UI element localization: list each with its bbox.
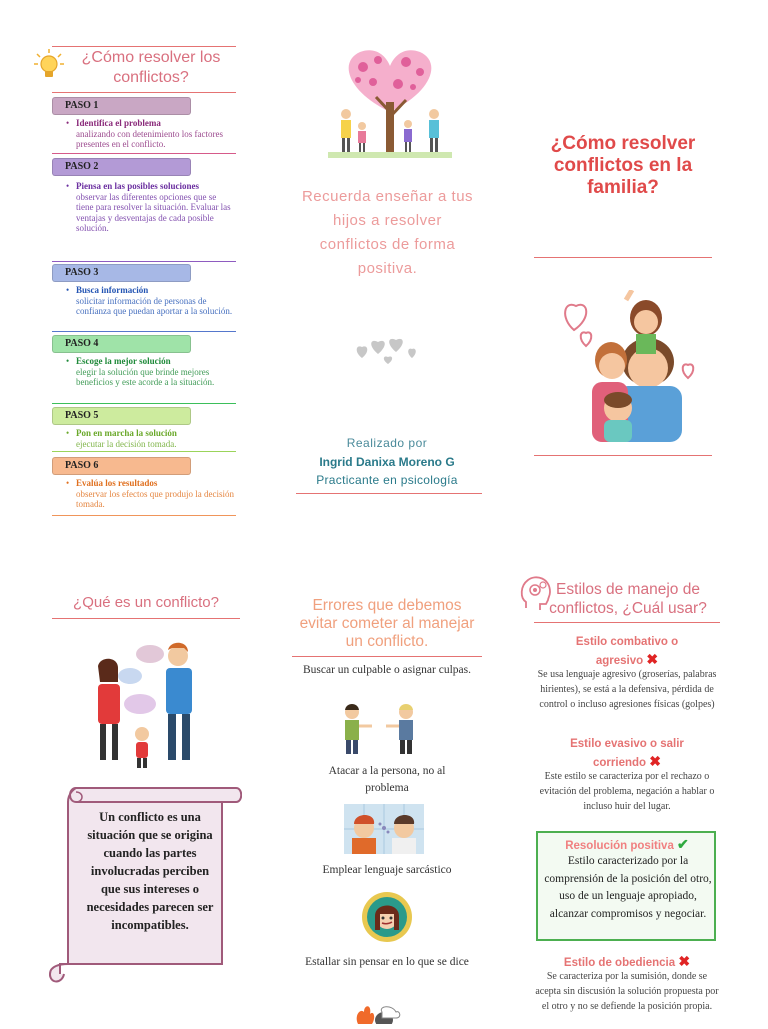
style-3-title: Resolución positiva ✔ [565,836,689,852]
step-5-label: PASO 5 [52,407,191,425]
panel4-title: ¿Qué es un conflicto? [73,594,219,611]
shouting-illustration [344,804,424,854]
panel5-title: Errores que debemos evitar cometer al manejar un conflicto. [299,597,475,650]
step-3-label: PASO 3 [52,264,191,282]
lightbulb-icon [34,48,64,80]
error-2: Atacar a la persona, no al problema [328,765,446,794]
step-2-label: PASO 2 [52,158,191,176]
step-1 [52,97,235,150]
error-3: Emplear lenguaje sarcástico [322,864,452,876]
style-1-title: Estilo combativo o agresivo ✖ [575,636,679,667]
step-1-body: • Identifica el problema analizando con detenimiento los factores presentes en el conflicto. [52,118,235,150]
check-icon: ✔ [677,836,689,852]
step-4-title: Escoge la mejor solución [76,356,171,366]
step-1-text: analizando con detenimiento los factores presentes en el conflicto. [76,128,223,149]
style-2-text: Este estilo se caracteriza por el rechazo o evitación del problema, negación a hablar o incluso huir del lugar. [539,771,715,812]
step-1-label: PASO 1 [52,97,191,115]
step-5-title: Pon en marcha la solución [76,428,177,438]
brochure-title: ¿Cómo resolver conflictos en la familia? [550,133,696,198]
cross-icon: ✖ [649,753,661,769]
arguing-parents-illustration [80,634,210,770]
heart-tree-illustration [328,42,452,164]
step-1-title: Identifica el problema [76,118,161,128]
style-4-title: Estilo de obediencia ✖ [563,953,691,969]
author-name: Ingrid Danixa Moreno G [319,455,455,469]
cross-icon: ✖ [678,953,691,969]
reminder-text: Recuerda enseñar a tus hijos a resolver conflictos de forma positiva. [301,188,474,277]
step-6-text: observar los efectos que produjo la decisión tomada. [76,488,234,509]
step-6-body: • Evalúa los resultados observar los efectos que produjo la decisión tomada. [66,478,234,509]
style-2-title: Estilo evasivo o salir corriendo ✖ [570,738,684,769]
cross-icon: ✖ [646,651,659,667]
family-illustration [556,290,706,444]
credit-label: Realizado por [346,436,428,450]
step-3-text: solicitar información de personas de confianza que puedan aportar a la solución. [76,295,233,316]
step-3 [52,264,235,317]
step-6 [52,457,235,510]
step-3-title: Busca información [76,285,149,295]
step-4-body: • Escoge la mejor solución elegir la solución que brinde mejores beneficios y este acorde a la situación. [52,356,235,388]
step-2-text: observar las diferentes opciones que se tiene para resolver la situación. Evaluar las ventajas y desventajas de cada posible solución. [76,191,231,233]
step-2-title: Piensa en las posibles soluciones [76,181,200,191]
step-5-body: • Pon en marcha la solución ejecutar la decisión tomada. [52,428,235,449]
sarcastic-face-icon [360,890,414,944]
step-5 [52,407,235,449]
error-1: Buscar un culpable o asignar culpas. [303,664,471,676]
step-6-title: Evalúa los resultados [76,478,158,488]
style-4-text: Se caracteriza por la sumisión, donde se acepta sin discusión la solución propuesta por el otro y no se defiende la posición propia. [535,971,719,1012]
explosion-icon [352,1002,402,1024]
step-2 [52,158,235,234]
step-4 [52,335,235,388]
blaming-illustration [340,702,420,756]
hearts-divider-icon [352,336,426,368]
step-6-label: PASO 6 [52,457,191,475]
step-4-label: PASO 4 [52,335,191,353]
error-4: Estallar sin pensar en lo que se dice [305,956,469,968]
step-2-body: • Piensa en las posibles soluciones observar las diferentes opciones que se tiene para resolver la situación. Evaluar las ventajas y desventajas de cada posible solución. [52,181,235,234]
conflict-definition: Un conflicto es una situación que se origina cuando las partes involucradas perciben que sus intereses o necesidades parecen ser incompatibles. [86,810,214,932]
panel1-title: ¿Cómo resolver los conflictos? [81,49,221,86]
step-5-text: ejecutar la decisión tomada. [76,438,177,449]
step-3-body: • Busca información solicitar información de personas de confianza que puedan aportar a la solución. [52,285,235,317]
style-3-text: Estilo caracterizado por la comprensión de la posición del otro, uso de un lenguaje apropiado, alcanzar compromisos y negociar. [544,855,712,920]
author-role: Practicante en psicología [316,473,458,487]
panel6-title: Estilos de manejo de conflictos, ¿Cuál usar? [549,581,707,617]
step-4-text: elegir la solución que brinde mejores beneficios y este acorde a la situación. [76,366,215,387]
style-1-text: Se usa lenguaje agresivo (groserías, palabras hirientes), se está a la defensiva, pérdida de control o incluso agresiones físicas (golpes) [537,669,717,710]
